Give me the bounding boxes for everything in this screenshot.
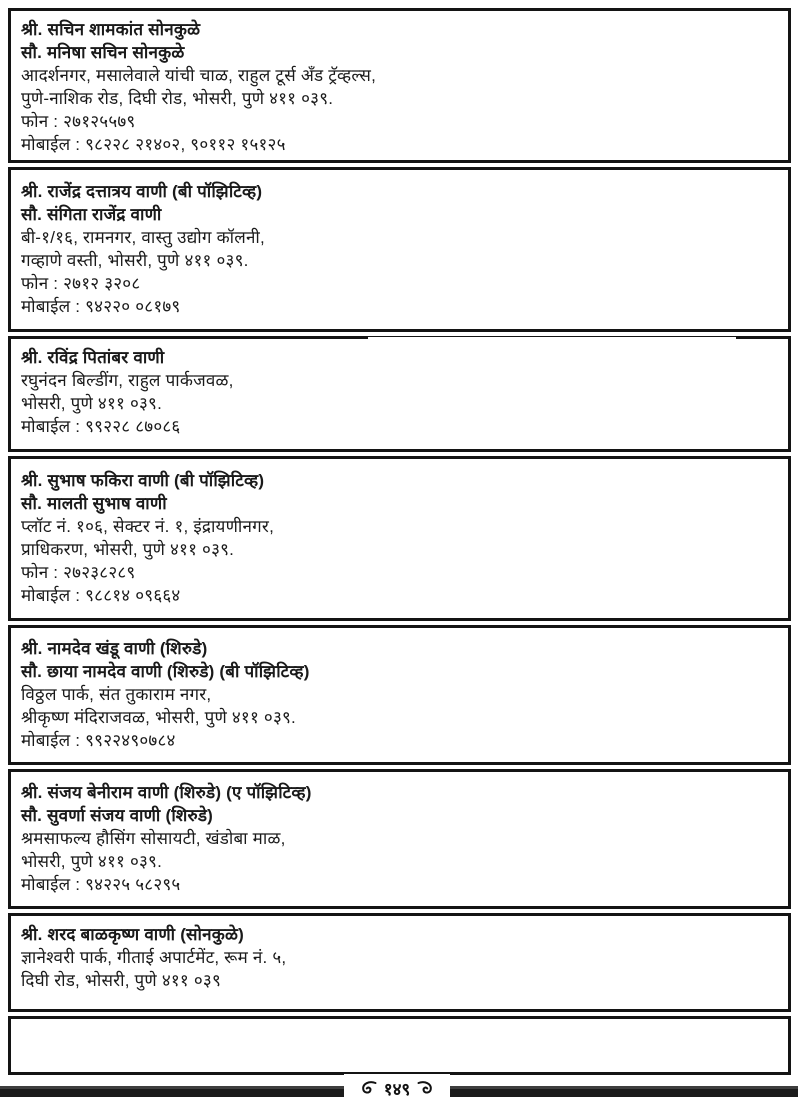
entry-detail-line: श्रमसाफल्य हौसिंग सोसायटी, खंडोबा माळ, bbox=[21, 829, 286, 848]
entry-detail-line: फोन : २७२३८२८९ bbox=[21, 563, 136, 582]
floral-ornament-icon bbox=[360, 1080, 377, 1096]
entry-detail-line: भोसरी, पुणे ४११ ०३९. bbox=[21, 394, 163, 413]
person-name-line: श्री. संजय बेनीराम वाणी (शिरुडे) (ए पॉझिटिव्ह) bbox=[21, 783, 312, 802]
entry-detail-line: आदर्शनगर, मसालेवाले यांची चाळ, राहुल टूर्स अँड ट्रॅव्हल्स, bbox=[21, 66, 377, 85]
entry-detail-line: पुणे-नाशिक रोड, दिघी रोड, भोसरी, पुणे ४११ ०३९. bbox=[21, 89, 334, 108]
entry-detail-line: फोन : २७१२५५७९ bbox=[21, 112, 136, 131]
photo-placeholder bbox=[366, 723, 738, 761]
entry-detail-line: विठ्ठल पार्क, संत तुकाराम नगर, bbox=[21, 685, 212, 704]
page-number: १४९ bbox=[383, 1079, 411, 1099]
directory-entry bbox=[8, 1016, 791, 1075]
entry-detail-line: प्लॉट नं. १०६, सेक्टर नं. १, इंद्रायणीनगर, bbox=[21, 517, 274, 536]
directory-entry bbox=[8, 769, 791, 909]
entry-detail-line: मोबाईल : ९४२२५ ५८२९५ bbox=[21, 875, 181, 894]
entry-detail-line: श्रीकृष्ण मंदिराजवळ, भोसरी, पुणे ४११ ०३९. bbox=[21, 708, 296, 727]
person-name-line: श्री. रविंद्र पितांबर वाणी bbox=[21, 348, 165, 367]
entry-detail-line: प्राधिकरण, भोसरी, पुणे ४११ ०३९. bbox=[21, 540, 235, 559]
person-name-line: सौ. मनिषा सचिन सोनकुळे bbox=[21, 43, 185, 62]
person-name-line: सौ. सुवर्णा संजय वाणी (शिरुडे) bbox=[21, 806, 214, 825]
entry-detail-line: मोबाईल : ९४२२० ०८१७९ bbox=[21, 297, 181, 316]
entry-detail-line: ज्ञानेश्वरी पार्क, गीताई अपार्टमेंट, रूम नं. ५, bbox=[21, 948, 287, 967]
person-name-line: श्री. सचिन शामकांत सोनकुळे bbox=[21, 20, 201, 39]
person-name-line: श्री. राजेंद्र दत्तात्रय वाणी (बी पॉझिटिव्ह) bbox=[21, 182, 263, 201]
directory-entry bbox=[8, 913, 791, 1012]
entry-detail-line: गव्हाणे वस्ती, भोसरी, पुणे ४११ ०३९. bbox=[21, 251, 249, 270]
entry-detail-line: दिघी रोड, भोसरी, पुणे ४११ ०३९ bbox=[21, 971, 221, 990]
person-name-line: सौ. मालती सुभाष वाणी bbox=[21, 494, 167, 513]
entry-detail-line: भोसरी, पुणे ४११ ०३९. bbox=[21, 852, 163, 871]
entry-detail-line: बी-१/१६, रामनगर, वास्तु उद्योग कॉलनी, bbox=[21, 228, 265, 247]
directory-entry bbox=[8, 8, 791, 163]
entry-detail-line: रघुनंदन बिल्डींग, राहुल पार्कजवळ, bbox=[21, 371, 234, 390]
person-name-line: श्री. सुभाष फकिरा वाणी (बी पॉझिटिव्ह) bbox=[21, 471, 265, 490]
directory-entry-list bbox=[8, 8, 791, 1079]
directory-entry bbox=[8, 167, 791, 332]
directory-entry bbox=[8, 456, 791, 621]
entry-detail-line: मोबाईल : ९९२२४९०७८४ bbox=[21, 731, 176, 750]
entry-detail-line: मोबाईल : ९८२२८ २१४०२, ९०११२ १५१२५ bbox=[21, 135, 286, 154]
floral-ornament-icon bbox=[417, 1080, 434, 1096]
photo-placeholder bbox=[368, 337, 736, 448]
person-name-line: श्री. शरद बाळकृष्ण वाणी (सोनकुळे) bbox=[21, 925, 245, 944]
page-number-label bbox=[344, 1074, 450, 1102]
person-name-line: श्री. नामदेव खंडू वाणी (शिरुडे) bbox=[21, 639, 208, 658]
entry-detail-line: फोन : २७१२ ३२०८ bbox=[21, 274, 141, 293]
entry-detail-line: मोबाईल : ९९२२८ ८७०८६ bbox=[21, 417, 181, 436]
person-name-line: सौ. छाया नामदेव वाणी (शिरुडे) (बी पॉझिटिव्ह) bbox=[21, 662, 310, 681]
person-name-line: सौ. संगिता राजेंद्र वाणी bbox=[21, 205, 162, 224]
entry-detail-line: मोबाईल : ९८८१४ ०९६६४ bbox=[21, 586, 181, 605]
